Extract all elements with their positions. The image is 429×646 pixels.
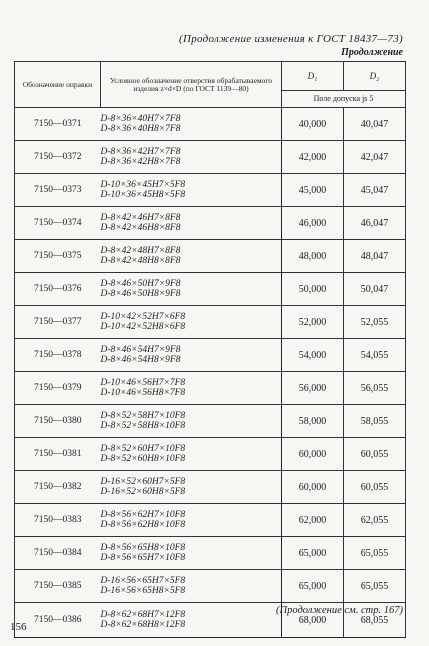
hole-symbol-cell — [101, 273, 282, 306]
hole-symbol-h7: D-8×42×46H7×8F8 — [100, 213, 181, 223]
hole-symbol-h8: D-8×56×65H7×10F8 — [100, 553, 186, 563]
hole-symbol-h8: D-16×56×65H8×5F8 — [100, 586, 186, 596]
hole-symbol-h8: D-8×52×58H8×10F8 — [100, 421, 186, 431]
d2-value: 45,047 — [344, 174, 406, 207]
hole-symbol-cell — [101, 438, 282, 471]
table-row — [15, 141, 406, 174]
col-header-tolerance: Поле допуска js 5 — [282, 91, 406, 108]
hole-symbol-cell — [101, 306, 282, 339]
d1-value: 52,000 — [282, 306, 344, 339]
mandrel-code: 7150—0379 — [15, 372, 101, 405]
d2-value: 65,055 — [344, 537, 406, 570]
hole-symbol-h7: D-8×56×65H8×10F8 — [100, 543, 186, 553]
mandrel-code: 7150—0384 — [15, 537, 101, 570]
hole-symbol-cell — [101, 174, 282, 207]
continuation-label: Продолжение — [341, 47, 403, 58]
mandrel-code: 7150—0385 — [15, 570, 101, 603]
hole-symbol-cell — [101, 372, 282, 405]
mandrel-code: 7150—0372 — [15, 141, 101, 174]
d2-value: 58,055 — [344, 405, 406, 438]
hole-symbol-h7: D-8×52×60H7×10F8 — [100, 444, 186, 454]
hole-symbol-h8: D-8×46×50H8×9F8 — [100, 289, 181, 299]
d2-value: 65,055 — [344, 570, 406, 603]
hole-symbol-h7: D-8×36×40H7×7F8 — [100, 114, 181, 124]
d2-value: 54,055 — [344, 339, 406, 372]
mandrel-code: 7150—0373 — [15, 174, 101, 207]
hole-symbol-cell — [101, 240, 282, 273]
d2-value: 50,047 — [344, 273, 406, 306]
col-header-d2: D₂ — [344, 62, 406, 91]
table-row — [15, 438, 406, 471]
table-body — [15, 108, 406, 638]
d1-value: 54,000 — [282, 339, 344, 372]
hole-symbol-cell — [101, 537, 282, 570]
mandrel-table — [14, 61, 406, 638]
page-number: 156 — [10, 621, 27, 633]
col-header-symbol: Условное обозначение отверстия обрабатываемого изделия z×d×D (по ГОСТ 1139—80) — [101, 62, 282, 108]
hole-symbol-h7: D-8×62×68H7×12F8 — [100, 610, 186, 620]
d2-value: 56,055 — [344, 372, 406, 405]
col-header-d1: D₁ — [282, 62, 344, 91]
table-row — [15, 405, 406, 438]
table-row — [15, 570, 406, 603]
hole-symbol-h7: D-8×36×42H7×7F8 — [100, 147, 181, 157]
d1-value: 48,000 — [282, 240, 344, 273]
table-row — [15, 339, 406, 372]
hole-symbol-h8: D-8×42×46H8×8F8 — [100, 223, 181, 233]
hole-symbol-h8: D-8×36×40H8×7F8 — [100, 124, 181, 134]
mandrel-code: 7150—0371 — [15, 108, 101, 141]
hole-symbol-h7: D-16×56×65H7×5F8 — [100, 576, 186, 586]
d2-value: 60,055 — [344, 471, 406, 504]
mandrel-code: 7150—0380 — [15, 405, 101, 438]
table-row — [15, 273, 406, 306]
table-row — [15, 372, 406, 405]
d2-value: 46,047 — [344, 207, 406, 240]
mandrel-code: 7150—0376 — [15, 273, 101, 306]
hole-symbol-cell — [101, 405, 282, 438]
d1-value: 42,000 — [282, 141, 344, 174]
d2-value: 42,047 — [344, 141, 406, 174]
hole-symbol-h8: D-10×46×56H8×7F8 — [100, 388, 186, 398]
hole-symbol-h8: D-10×42×52H8×6F8 — [100, 322, 186, 332]
table-row — [15, 108, 406, 141]
d1-value: 46,000 — [282, 207, 344, 240]
d1-value: 60,000 — [282, 471, 344, 504]
hole-symbol-h8: D-8×62×68H8×12F8 — [100, 620, 186, 630]
hole-symbol-h8: D-16×52×60H8×5F8 — [100, 487, 186, 497]
hole-symbol-h7: D-8×42×48H7×8F8 — [100, 246, 181, 256]
hole-symbol-h7: D-10×36×45H7×5F8 — [100, 180, 186, 190]
hole-symbol-h7: D-8×56×62H7×10F8 — [100, 510, 186, 520]
mandrel-code: 7150—0375 — [15, 240, 101, 273]
d1-value: 68,000 — [282, 603, 344, 638]
mandrel-code: 7150—0374 — [15, 207, 101, 240]
d1-value: 62,000 — [282, 504, 344, 537]
mandrel-code: 7150—0378 — [15, 339, 101, 372]
document-header: (Продолжение изменения к ГОСТ 18437—73) — [179, 33, 403, 45]
continuation-note: (Продолжение см. стр. 167) — [276, 605, 403, 616]
d2-value: 52,055 — [344, 306, 406, 339]
table-row — [15, 537, 406, 570]
d1-value: 65,000 — [282, 570, 344, 603]
hole-symbol-h8: D-8×42×48H8×8F8 — [100, 256, 181, 266]
hole-symbol-h8: D-8×52×60H8×10F8 — [100, 454, 186, 464]
d1-value: 65,000 — [282, 537, 344, 570]
table-row — [15, 207, 406, 240]
hole-symbol-h7: D-16×52×60H7×5F8 — [100, 477, 186, 487]
d2-value: 48,047 — [344, 240, 406, 273]
mandrel-code: 7150—0381 — [15, 438, 101, 471]
hole-symbol-cell — [101, 141, 282, 174]
hole-symbol-h7: D-10×46×56H7×7F8 — [100, 378, 186, 388]
table-row — [15, 174, 406, 207]
hole-symbol-h7: D-8×46×54H7×9F8 — [100, 345, 181, 355]
hole-symbol-h7: D-8×52×58H7×10F8 — [100, 411, 186, 421]
mandrel-code: 7150—0383 — [15, 504, 101, 537]
hole-symbol-h8: D-8×46×54H8×9F8 — [100, 355, 181, 365]
d2-value: 62,055 — [344, 504, 406, 537]
hole-symbol-h8: D-10×36×45H8×5F8 — [100, 190, 186, 200]
d2-value: 40,047 — [344, 108, 406, 141]
d1-value: 40,000 — [282, 108, 344, 141]
table-row — [15, 240, 406, 273]
hole-symbol-cell — [101, 504, 282, 537]
d2-value: 68,055 — [344, 603, 406, 638]
table-row — [15, 306, 406, 339]
d1-value: 45,000 — [282, 174, 344, 207]
table-row — [15, 504, 406, 537]
col-header-designation: Обозначение оправки — [15, 62, 101, 108]
hole-symbol-cell — [101, 570, 282, 603]
d1-value: 60,000 — [282, 438, 344, 471]
table-row — [15, 471, 406, 504]
mandrel-code: 7150—0386 — [15, 603, 101, 638]
d2-value: 60,055 — [344, 438, 406, 471]
d1-value: 56,000 — [282, 372, 344, 405]
d1-value: 58,000 — [282, 405, 344, 438]
mandrel-code: 7150—0377 — [15, 306, 101, 339]
hole-symbol-h8: D-8×56×62H8×10F8 — [100, 520, 186, 530]
hole-symbol-cell — [101, 603, 282, 638]
hole-symbol-cell — [101, 339, 282, 372]
hole-symbol-h7: D-8×46×50H7×9F8 — [100, 279, 181, 289]
d1-value: 50,000 — [282, 273, 344, 306]
mandrel-code: 7150—0382 — [15, 471, 101, 504]
hole-symbol-cell — [101, 471, 282, 504]
hole-symbol-h8: D-8×36×42H8×7F8 — [100, 157, 181, 167]
hole-symbol-cell — [101, 207, 282, 240]
hole-symbol-h7: D-10×42×52H7×6F8 — [100, 312, 186, 322]
hole-symbol-cell — [101, 108, 282, 141]
